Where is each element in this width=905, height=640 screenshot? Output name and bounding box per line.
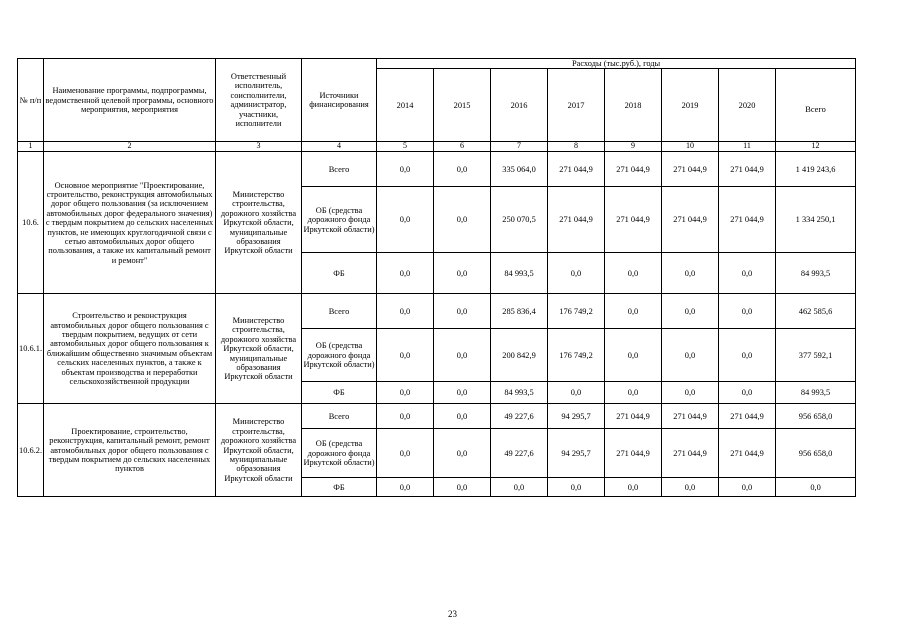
value-cell: 0,0	[605, 478, 662, 497]
total-cell: 956 658,0	[776, 404, 856, 429]
total-cell: 1 419 243,6	[776, 152, 856, 187]
value-cell: 0,0	[605, 329, 662, 382]
funding-source: ФБ	[302, 478, 377, 497]
value-cell: 0,0	[377, 187, 434, 253]
funding-source: ОБ (средства дорожного фонда Иркутской области)	[302, 429, 377, 478]
column-number: 7	[491, 142, 548, 152]
value-cell: 176 749,2	[548, 294, 605, 329]
funding-source: Всего	[302, 294, 377, 329]
value-cell: 271 044,9	[548, 152, 605, 187]
total-cell: 0,0	[776, 478, 856, 497]
value-cell: 0,0	[548, 478, 605, 497]
budget-table	[17, 58, 856, 497]
value-cell: 0,0	[377, 404, 434, 429]
value-cell: 0,0	[605, 294, 662, 329]
value-cell: 0,0	[662, 478, 719, 497]
value-cell: 0,0	[662, 329, 719, 382]
value-cell: 271 044,9	[662, 429, 719, 478]
header-year: 2020	[719, 69, 776, 142]
program-name: Основное мероприятие "Проектирование, строительство, реконструкция автомобильных дорог общего пользования (за исключением автомобильных дорог федерального значения) с твердым покрытием до сельских населенных пунктов, не имеющих круглогодичной связи с сетью автомобильных дорог общего пользования, а также их капитальный ремонт и ремонт"	[44, 152, 216, 294]
value-cell: 49 227,6	[491, 404, 548, 429]
value-cell: 0,0	[377, 152, 434, 187]
value-cell: 176 749,2	[548, 329, 605, 382]
column-number: 10	[662, 142, 719, 152]
total-cell: 377 592,1	[776, 329, 856, 382]
value-cell: 0,0	[491, 478, 548, 497]
value-cell: 271 044,9	[719, 404, 776, 429]
value-cell: 84 993,5	[491, 382, 548, 404]
value-cell: 0,0	[377, 429, 434, 478]
value-cell: 0,0	[434, 294, 491, 329]
column-numbers-row	[18, 142, 856, 152]
funding-source: Всего	[302, 404, 377, 429]
value-cell: 271 044,9	[548, 187, 605, 253]
column-number: 2	[44, 142, 216, 152]
value-cell: 0,0	[434, 382, 491, 404]
funding-source: ОБ (средства дорожного фонда Иркутской области)	[302, 187, 377, 253]
value-cell: 0,0	[605, 382, 662, 404]
total-cell: 956 658,0	[776, 429, 856, 478]
value-cell: 0,0	[434, 329, 491, 382]
value-cell: 271 044,9	[605, 152, 662, 187]
value-cell: 0,0	[377, 478, 434, 497]
value-cell: 0,0	[548, 253, 605, 294]
column-number: 3	[216, 142, 302, 152]
header-year: 2017	[548, 69, 605, 142]
value-cell: 271 044,9	[719, 429, 776, 478]
value-cell: 94 295,7	[548, 404, 605, 429]
total-cell: 84 993,5	[776, 253, 856, 294]
header-executor: Ответственный исполнитель, соисполнители, администратор, участники, исполнители	[216, 59, 302, 142]
header-total: Всего	[776, 69, 856, 142]
header-expenses: Расходы (тыс.руб.), годы	[377, 59, 856, 69]
column-number: 8	[548, 142, 605, 152]
value-cell: 250 070,5	[491, 187, 548, 253]
value-cell: 0,0	[662, 382, 719, 404]
funding-source: Всего	[302, 152, 377, 187]
value-cell: 0,0	[377, 382, 434, 404]
value-cell: 0,0	[719, 329, 776, 382]
value-cell: 271 044,9	[719, 152, 776, 187]
value-cell: 0,0	[377, 253, 434, 294]
column-number: 5	[377, 142, 434, 152]
value-cell: 0,0	[434, 404, 491, 429]
value-cell: 271 044,9	[605, 429, 662, 478]
column-number: 12	[776, 142, 856, 152]
value-cell: 0,0	[377, 329, 434, 382]
value-cell: 84 993,5	[491, 253, 548, 294]
executor-name: Министерство строительства, дорожного хозяйства Иркутской области, муниципальные образования Иркутской области	[216, 404, 302, 497]
value-cell: 285 836,4	[491, 294, 548, 329]
value-cell: 200 842,9	[491, 329, 548, 382]
value-cell: 271 044,9	[605, 404, 662, 429]
value-cell: 271 044,9	[662, 187, 719, 253]
value-cell: 0,0	[377, 294, 434, 329]
header-number: № п/п	[18, 59, 44, 142]
funding-source: ОБ (средства дорожного фонда Иркутской области)	[302, 329, 377, 382]
header-year: 2019	[662, 69, 719, 142]
value-cell: 0,0	[719, 253, 776, 294]
header-row-top	[18, 59, 856, 69]
value-cell: 335 064,0	[491, 152, 548, 187]
column-number: 6	[434, 142, 491, 152]
value-cell: 271 044,9	[719, 187, 776, 253]
header-program-name: Наименование программы, подпрограммы, ведомственной целевой программы, основного мероприятия, мероприятия	[44, 59, 216, 142]
executor-name: Министерство строительства, дорожного хозяйства Иркутской области, муниципальные образования Иркутской области	[216, 294, 302, 404]
page-number: 23	[448, 609, 457, 619]
header-year: 2014	[377, 69, 434, 142]
value-cell: 0,0	[662, 294, 719, 329]
program-name: Строительство и реконструкция автомобильных дорог общего пользования с твердым покрытием, ведущих от сети автомобильных дорог общего пользования к ближайшим общественно значимым объектам сельских населенных пунктов, а также к объектам производства и переработки сельскохозяйственной продукции	[44, 294, 216, 404]
total-cell: 1 334 250,1	[776, 187, 856, 253]
value-cell: 0,0	[434, 152, 491, 187]
column-number: 11	[719, 142, 776, 152]
value-cell: 0,0	[719, 478, 776, 497]
total-cell: 462 585,6	[776, 294, 856, 329]
total-cell: 84 993,5	[776, 382, 856, 404]
value-cell: 0,0	[434, 187, 491, 253]
table-row	[18, 152, 856, 187]
funding-source: ФБ	[302, 382, 377, 404]
value-cell: 0,0	[434, 478, 491, 497]
value-cell: 49 227,6	[491, 429, 548, 478]
value-cell: 0,0	[719, 382, 776, 404]
value-cell: 0,0	[662, 253, 719, 294]
funding-source: ФБ	[302, 253, 377, 294]
row-number: 10.6.	[18, 152, 44, 294]
header-year: 2016	[491, 69, 548, 142]
column-number: 4	[302, 142, 377, 152]
program-name: Проектирование, строительство, реконструкция, капитальный ремонт, ремонт автомобильных дорог общего пользования с твердым покрытием до сельских населенных пунктов	[44, 404, 216, 497]
row-number: 10.6.2.	[18, 404, 44, 497]
table-row	[18, 404, 856, 429]
value-cell: 0,0	[434, 429, 491, 478]
header-funding-source: Источники финансирования	[302, 59, 377, 142]
table-row	[18, 294, 856, 329]
header-year: 2018	[605, 69, 662, 142]
value-cell: 271 044,9	[605, 187, 662, 253]
value-cell: 0,0	[434, 253, 491, 294]
header-year: 2015	[434, 69, 491, 142]
value-cell: 271 044,9	[662, 404, 719, 429]
value-cell: 0,0	[548, 382, 605, 404]
value-cell: 0,0	[605, 253, 662, 294]
row-number: 10.6.1.	[18, 294, 44, 404]
value-cell: 94 295,7	[548, 429, 605, 478]
column-number: 1	[18, 142, 44, 152]
column-number: 9	[605, 142, 662, 152]
executor-name: Министерство строительства, дорожного хозяйства Иркутской области, муниципальные образования Иркутской области	[216, 152, 302, 294]
value-cell: 0,0	[719, 294, 776, 329]
value-cell: 271 044,9	[662, 152, 719, 187]
